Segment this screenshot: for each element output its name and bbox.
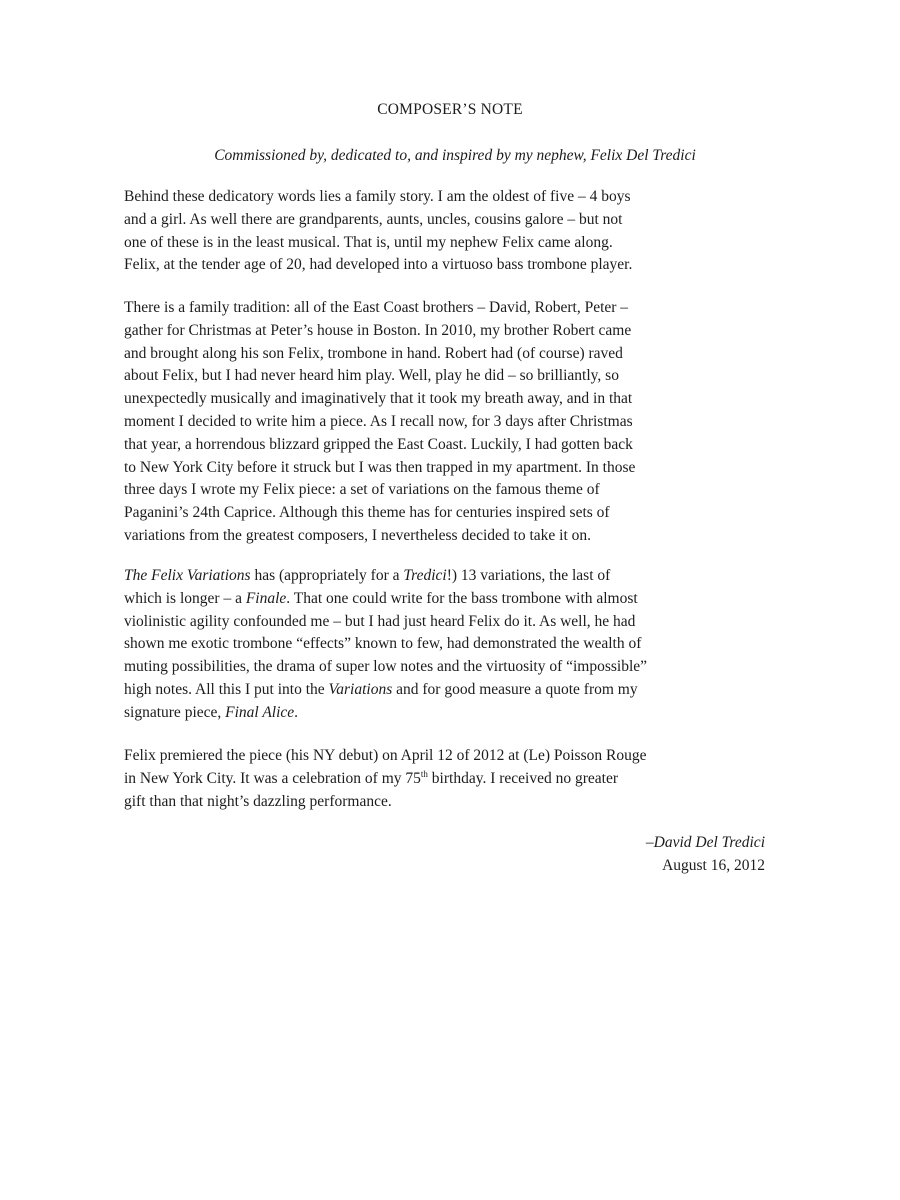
text-line: gift than that night’s dazzling performance.	[124, 792, 392, 810]
italic-span: Tredici	[403, 567, 447, 584]
text-line: about Felix, but I had never heard him play. Well, play he did – so brilliantly, so	[124, 367, 619, 385]
text-span: high notes. All this I put into the	[124, 680, 329, 698]
text-line: that year, a horrendous blizzard gripped the East Coast. Luckily, I had gotten back	[124, 435, 633, 453]
paragraph-premiere	[124, 745, 784, 813]
text-span: !) 13 variations, the last of	[446, 567, 611, 584]
text-line	[124, 679, 784, 702]
text-line	[124, 565, 784, 588]
paragraph-felix-variations	[124, 565, 784, 725]
text-line: Behind these dedicatory words lies a family story. I am the oldest of five – 4 boys	[124, 188, 631, 205]
text-span: which is longer – a	[124, 589, 246, 607]
italic-span: Final Alice	[225, 703, 295, 721]
text-line	[124, 588, 784, 611]
signature-date: August 16, 2012	[662, 857, 765, 874]
text-line: gather for Christmas at Peter’s house in Boston. In 2010, my brother Robert came	[124, 321, 632, 339]
page-title: COMPOSER’S NOTE	[377, 101, 523, 118]
dedication-line: Commissioned by, dedicated to, and inspired by my nephew, Felix Del Tredici	[214, 147, 696, 164]
signature-name: –David Del Tredici	[645, 834, 765, 851]
text-line	[124, 768, 784, 791]
text-line: unexpectedly musically and imaginatively that it took my breath away, and in that	[124, 390, 633, 408]
text-line: There is a family tradition: all of the East Coast brothers – David, Robert, Peter –	[124, 299, 629, 316]
text-line: moment I decided to write him a piece. As I recall now, for 3 days after Christmas	[124, 412, 633, 430]
text-line: three days I wrote my Felix piece: a set of variations on the famous theme of	[124, 481, 600, 499]
text-span: and for good measure a quote from my	[392, 680, 638, 698]
text-line: Felix, at the tender age of 20, had developed into a virtuoso bass trombone player.	[124, 256, 633, 274]
text-line: one of these is in the least musical. That is, until my nephew Felix came along.	[124, 233, 613, 251]
italic-span: Variations	[328, 680, 393, 698]
text-line: and brought along his son Felix, trombone in hand. Robert had (of course) raved	[124, 344, 623, 362]
text-line: and a girl. As well there are grandparents, aunts, uncles, cousins galore – but not	[124, 210, 623, 228]
paragraph-family-story	[124, 186, 784, 277]
paragraph-family-tradition	[124, 297, 784, 548]
work-title: The Felix Variations	[124, 567, 251, 584]
text-span: .	[294, 703, 299, 721]
text-line: violinistic agility confounded me – but I had just heard Felix do it. As well, he had	[124, 612, 636, 630]
text-span: in New York City. It was a celebration of my 75	[124, 769, 421, 787]
text-line: to New York City before it struck but I was then trapped in my apartment. In those	[124, 458, 636, 476]
signature-block	[560, 831, 765, 877]
text-span: signature piece,	[124, 703, 226, 721]
text-line	[124, 702, 784, 725]
text-line: shown me exotic trombone “effects” known to few, had demonstrated the wealth of	[124, 635, 642, 653]
text-line: Felix premiered the piece (his NY debut) on April 12 of 2012 at (Le) Poisson Rouge	[124, 747, 647, 764]
text-span: . That one could write for the bass trombone with almost	[286, 589, 638, 607]
text-line: Paganini’s 24th Caprice. Although this theme has for centuries inspired sets of	[124, 504, 610, 522]
italic-span: Finale	[245, 589, 287, 607]
text-span: birthday. I received no greater	[427, 769, 618, 787]
text-span: has (appropriately for a	[250, 567, 404, 584]
text-line: muting possibilities, the drama of super low notes and the virtuosity of “impossible”	[124, 658, 648, 676]
text-line: variations from the greatest composers, I nevertheless decided to take it on.	[124, 526, 591, 544]
superscript: th	[420, 768, 428, 779]
